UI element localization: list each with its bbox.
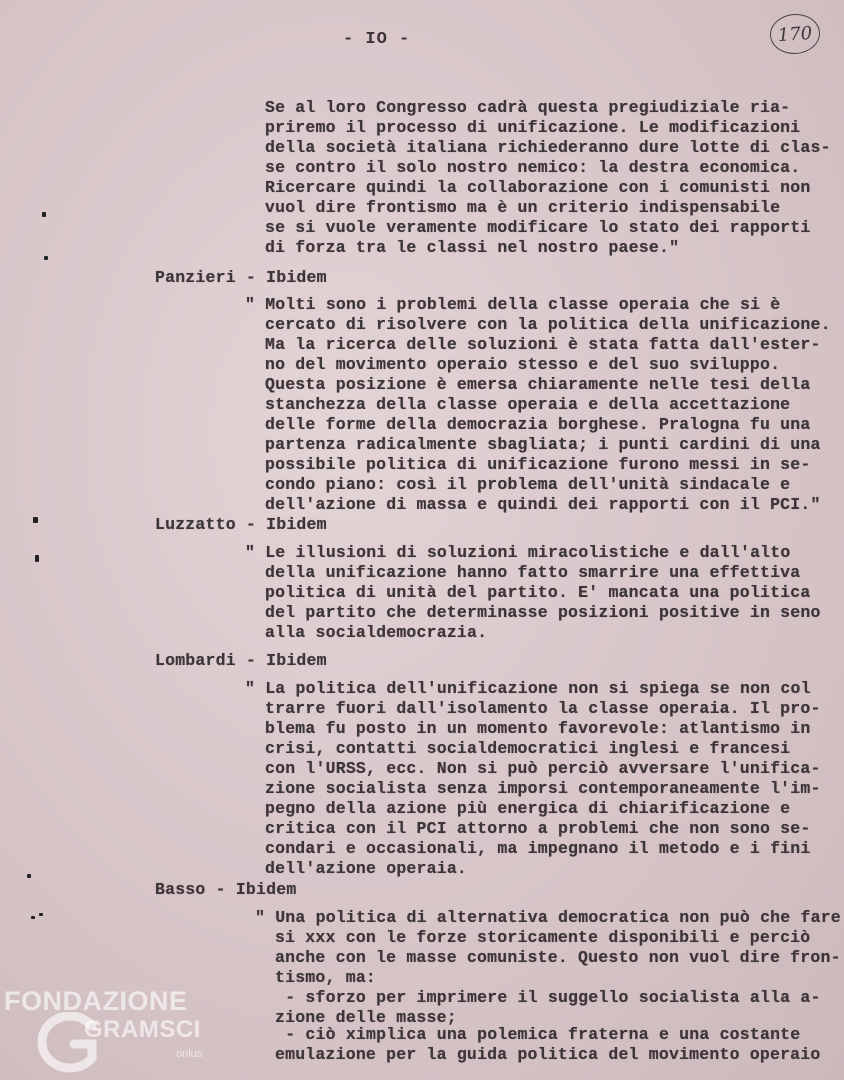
margin-mark <box>44 256 48 260</box>
text-line: no del movimento operaio stesso e del suo sviluppo. <box>265 355 781 374</box>
watermark-suffix: onlus <box>176 1048 203 1060</box>
text-line: - ciò ximplica una polemica fraterna e una costante <box>265 1025 801 1044</box>
margin-mark <box>33 517 38 523</box>
text-line: di forza tra le classi nel nostro paese." <box>265 238 680 257</box>
margin-mark <box>39 913 43 916</box>
text-line: pegno della azione più energica di chiarificazione e <box>265 799 791 818</box>
text-line: stanchezza della classe operaia e della accettazione <box>265 395 791 414</box>
text-line: zione socialista senza imporsi contemporaneamente l'im- <box>265 779 821 798</box>
speaker-heading-luzzatto: Luzzatto - Ibidem <box>155 515 327 534</box>
speaker-heading-panzieri: Panzieri - Ibidem <box>155 268 327 287</box>
text-line: si xxx con le forze storicamente disponibili e perciò <box>275 928 811 947</box>
text-line: critica con il PCI attorno a problemi che non sono se- <box>265 819 811 838</box>
archive-number-stamp: 170 <box>769 12 822 55</box>
speaker-heading-basso: Basso - Ibidem <box>155 880 297 899</box>
text-line: " Le illusioni di soluzioni miracolistiche e dall'alto <box>245 543 791 562</box>
margin-mark <box>27 874 31 878</box>
text-line: " Molti sono i problemi della classe operaia che si è <box>245 295 781 314</box>
text-line: crisi, contatti socialdemocratici inglesi e francesi <box>265 739 791 758</box>
text-line: condari e occasionali, ma impegnano il metodo e i fini <box>265 839 811 858</box>
text-line: se contro il solo nostro nemico: la destra economica. <box>265 158 801 177</box>
text-line: Questa posizione è emersa chiaramente nelle tesi della <box>265 375 811 394</box>
text-line: " Una politica di alternativa democratica non può che fare <box>255 908 841 927</box>
margin-mark <box>35 555 39 562</box>
text-line: dell'azione operaia. <box>265 859 468 878</box>
text-line: Se al loro Congresso cadrà questa pregiudiziale ria- <box>265 98 791 117</box>
text-line: dell'azione di massa e quindi dei rapporti con il PCI." <box>265 495 821 514</box>
text-line: Ma la ricerca delle soluzioni è stata fatta dall'ester- <box>265 335 821 354</box>
text-line: anche con le masse comuniste. Questo non vuol dire fron- <box>275 948 841 967</box>
text-line: condo piano: così il problema dell'unità sindacale e <box>265 475 791 494</box>
text-line: con l'URSS, ecc. Non si può perciò avversare l'unifica- <box>265 759 821 778</box>
text-line: emulazione per la guida politica del movimento operaio <box>275 1045 821 1064</box>
margin-mark <box>31 916 35 919</box>
text-line: partenza radicalmente sbagliata; i punti cardini di una <box>265 435 821 454</box>
text-line: cercato di risolvere con la politica della unificazione. <box>265 315 831 334</box>
text-line: zione delle masse; <box>275 1008 457 1027</box>
text-line: priremo il processo di unificazione. Le modificazioni <box>265 118 801 137</box>
text-line: tismo, ma: <box>275 968 377 987</box>
text-line: alla socialdemocrazia. <box>265 623 488 642</box>
text-line: delle forme della democrazia borghese. Pralogna fu una <box>265 415 811 434</box>
text-line: Ricercare quindi la collaborazione con i comunisti non <box>265 178 811 197</box>
text-line: politica di unità del partito. E' mancata una politica <box>265 583 811 602</box>
text-line: possibile politica di unificazione furono messi in se- <box>265 455 811 474</box>
text-line: se si vuole veramente modificare lo stato dei rapporti <box>265 218 811 237</box>
page-number: - IO - <box>343 30 411 49</box>
text-line: vuol dire frontismo ma è un criterio indispensabile <box>265 198 781 217</box>
text-line: - sforzo per imprimere il suggello socialista alla a- <box>265 988 821 1007</box>
text-line: del partito che determinasse posizioni positive in seno <box>265 603 821 622</box>
text-line: della società italiana richiederanno dure lotte di clas- <box>265 138 831 157</box>
speaker-heading-lombardi: Lombardi - Ibidem <box>155 651 327 670</box>
watermark-line2: GRAMSCI <box>84 1016 201 1043</box>
text-line: blema fu posto in un momento favorevole: atlantismo in <box>265 719 811 738</box>
text-line: " La politica dell'unificazione non si spiega se non col <box>245 679 811 698</box>
text-line: trarre fuori dall'isolamento la classe operaia. Il pro- <box>265 699 821 718</box>
margin-mark <box>42 212 46 217</box>
fondazione-gramsci-watermark <box>4 986 214 1076</box>
watermark-line1: FONDAZIONE <box>4 986 188 1016</box>
text-line: della unificazione hanno fatto smarrire una effettiva <box>265 563 801 582</box>
